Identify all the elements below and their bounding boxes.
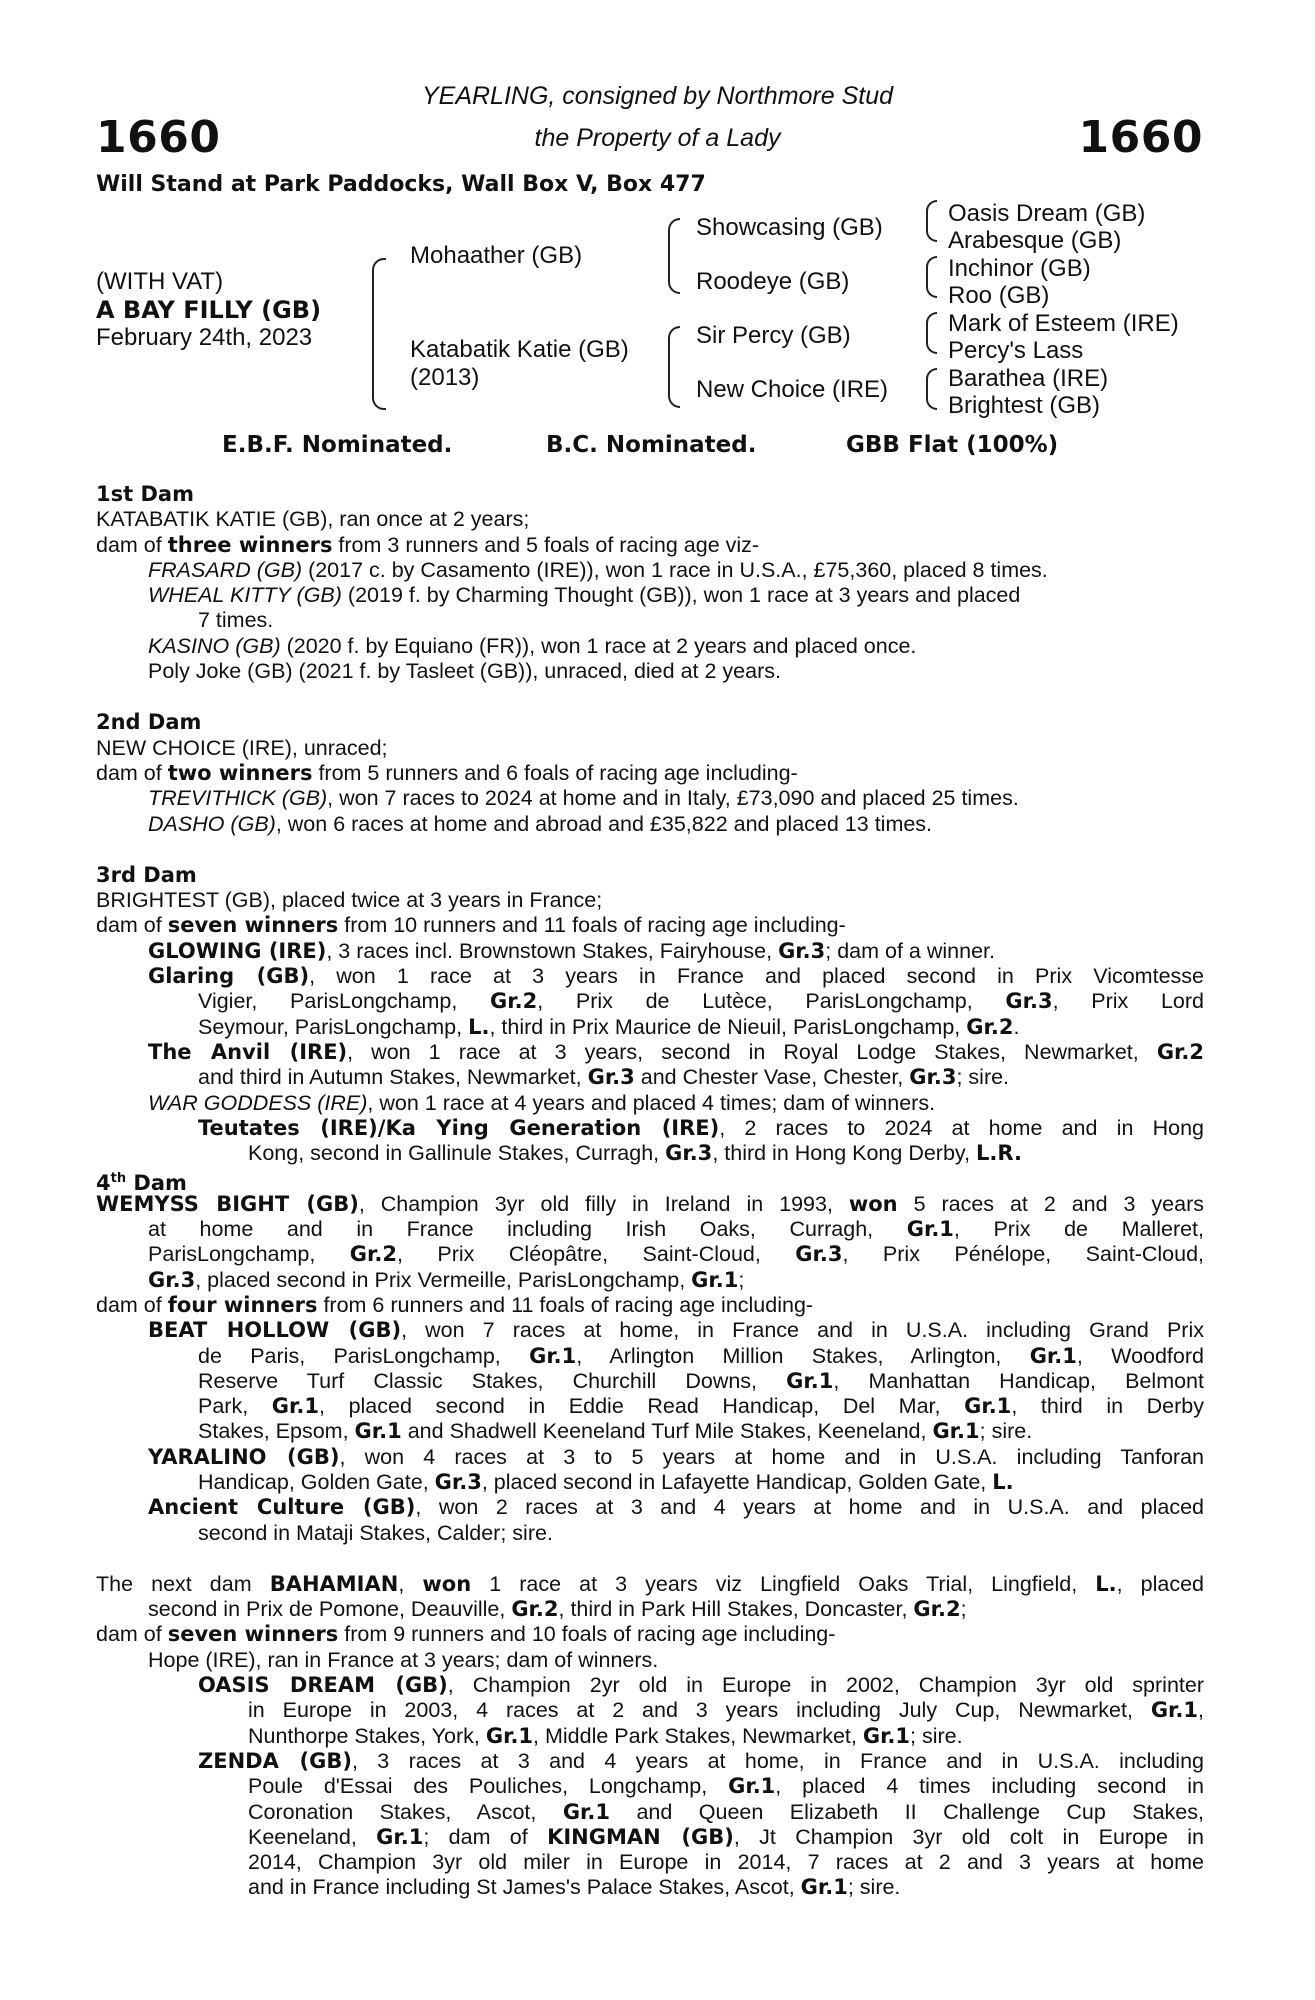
dam4-line: at home and in France including Irish Oaks, Curragh, Gr.1, Prix de Malleret, <box>148 1217 1205 1242</box>
dam4-line: Ancient Culture (GB), won 2 races at 3 and 4 years at home and in U.S.A. and placed <box>148 1495 1204 1520</box>
dam4-line: Handicap, Golden Gate, Gr.3, placed second in Lafayette Handicap, Golden Gate, L. <box>198 1469 1014 1494</box>
foaling-date: February 24th, 2023 <box>96 324 313 351</box>
dam3-line: Seymour, ParisLongchamp, L., third in Prix Maurice de Nieuil, ParisLongchamp, Gr.2. <box>198 1014 1020 1039</box>
dam1-line: 7 times. <box>198 608 274 633</box>
dam4-heading: 4th Dam <box>96 1171 187 1196</box>
next-dam-line: Nunthorpe Stakes, York, Gr.1, Middle Park Stakes, Newmarket, Gr.1; sire. <box>248 1723 963 1748</box>
grandsire-6: Percy's Lass <box>948 337 1084 364</box>
gbb-nomination: GBB Flat (100%) <box>846 432 1059 458</box>
bc-nomination: B.C. Nominated. <box>546 432 757 458</box>
grandsire-8: Brightest (GB) <box>948 392 1101 419</box>
next-dam-line: Hope (IRE), ran in France at 3 years; dam of winners. <box>148 1647 659 1672</box>
lot-number-right: 1660 <box>1078 112 1203 163</box>
dam3-line: WAR GODDESS (IRE), won 1 race at 4 years and placed 4 times; dam of winners. <box>148 1090 936 1115</box>
dam1-line: dam of three winners from 3 runners and 5 foals of racing age viz- <box>96 532 760 557</box>
dam4-line: Gr.3, placed second in Prix Vermeille, ParisLongchamp, Gr.1; <box>148 1267 745 1292</box>
lot-number-left: 1660 <box>96 112 221 163</box>
dam4-line: de Paris, ParisLongchamp, Gr.1, Arlington Million Stakes, Arlington, Gr.1, Woodford <box>198 1343 1204 1368</box>
dam4-line: WEMYSS BIGHT (GB), Champion 3yr old filly in Ireland in 1993, won 5 races at 2 and 3 years <box>96 1191 1204 1216</box>
dam2-line: dam of two winners from 5 runners and 6 foals of racing age including- <box>96 760 798 785</box>
next-dam-line: 2014, Champion 3yr old miler in Europe in 2014, 7 races at 2 and 3 years at home <box>248 1850 1204 1875</box>
dam1-line: FRASARD (GB) (2017 c. by Casamento (IRE)), won 1 race in U.S.A., £75,360, placed 8 times. <box>148 557 1048 582</box>
dam1-heading: 1st Dam <box>96 482 194 506</box>
next-dam-line: Coronation Stakes, Ascot, Gr.1 and Queen Elizabeth II Challenge Cup Stakes, <box>248 1799 1204 1824</box>
grandsire-5: Mark of Esteem (IRE) <box>948 310 1179 337</box>
stand-location: Will Stand at Park Paddocks, Wall Box V, Box 477 <box>96 172 706 197</box>
dam-year: (2013) <box>410 364 480 391</box>
pedigree-brace-sire <box>668 218 680 294</box>
dam4-line: second in Mataji Stakes, Calder; sire. <box>198 1520 553 1545</box>
next-dam-line: Poule d'Essai des Pouliches, Longchamp, Gr.1, placed 4 times including second in <box>248 1774 1204 1799</box>
dam4-line: Park, Gr.1, placed second in Eddie Read Handicap, Del Mar, Gr.1, third in Derby <box>198 1394 1205 1419</box>
pedigree-brace-g3 <box>926 312 937 354</box>
dam3-line: and third in Autumn Stakes, Newmarket, Gr.3 and Chester Vase, Chester, Gr.3; sire. <box>198 1065 1010 1090</box>
dam1-line: Poly Joke (GB) (2021 f. by Tasleet (GB)), unraced, died at 2 years. <box>148 659 781 684</box>
next-dam-line: dam of seven winners from 9 runners and 10 foals of racing age including- <box>96 1622 836 1647</box>
dam-name: Katabatik Katie (GB) <box>410 336 629 363</box>
property-line: the Property of a Lady <box>534 124 781 152</box>
pedigree-brace-g2 <box>926 256 937 298</box>
pedigree-brace-g4 <box>926 368 937 410</box>
next-dam-line: OASIS DREAM (GB), Champion 2yr old in Europe in 2002, Champion 3yr old sprinter <box>198 1673 1205 1698</box>
next-dam-line: second in Prix de Pomone, Deauville, Gr.2, third in Park Hill Stakes, Doncaster, Gr.2; <box>148 1597 967 1622</box>
sire-dam-name: Roodeye (GB) <box>696 268 850 295</box>
dam3-line: Teutates (IRE)/Ka Ying Generation (IRE), 2 races to 2024 at home and in Hong <box>198 1115 1204 1140</box>
dam3-heading: 3rd Dam <box>96 862 197 887</box>
grandsire-3: Inchinor (GB) <box>948 255 1091 282</box>
consignment-line: YEARLING, consigned by Northmore Stud <box>421 82 894 110</box>
dam4-line: dam of four winners from 6 runners and 11 foals of racing age including- <box>96 1292 814 1317</box>
dam4-line: Stakes, Epsom, Gr.1 and Shadwell Keeneland Turf Mile Stakes, Keeneland, Gr.1; sire. <box>198 1419 1033 1444</box>
dam-sire-name: Sir Percy (GB) <box>696 322 851 349</box>
dam3-line: BRIGHTEST (GB), placed twice at 3 years in France; <box>96 888 603 913</box>
pedigree-brace-g1 <box>926 200 937 242</box>
grandsire-4: Roo (GB) <box>948 282 1050 309</box>
next-dam-line: Keeneland, Gr.1; dam of KINGMAN (GB), Jt Champion 3yr old colt in Europe in <box>248 1824 1205 1849</box>
dam4-line: YARALINO (GB), won 4 races at 3 to 5 years at home and in U.S.A. including Tanforan <box>148 1444 1204 1469</box>
pedigree-brace-dam <box>668 326 680 408</box>
dam2-line: TREVITHICK (GB), won 7 races to 2024 at home and in Italy, £73,090 and placed 25 times. <box>148 786 1019 811</box>
next-dam-line: in Europe in 2003, 4 races at 2 and 3 years including July Cup, Newmarket, Gr.1, <box>248 1698 1204 1723</box>
dam1-line: WHEAL KITTY (GB) (2019 f. by Charming Thought (GB)), won 1 race at 3 years and placed <box>148 583 1021 608</box>
dam3-line: dam of seven winners from 10 runners and 11 foals of racing age including- <box>96 913 846 938</box>
next-dam-line: ZENDA (GB), 3 races at 3 and 4 years at home, in France and in U.S.A. including <box>198 1748 1204 1773</box>
next-dam-line: and in France including St James's Palace Stakes, Ascot, Gr.1; sire. <box>248 1875 901 1900</box>
grandsire-1: Oasis Dream (GB) <box>948 200 1146 227</box>
dam1-line: KASINO (GB) (2020 f. by Equiano (FR)), won 1 race at 2 years and placed once. <box>148 633 917 658</box>
dam2-line: DASHO (GB), won 6 races at home and abroad and £35,822 and placed 13 times. <box>148 811 933 836</box>
dam3-line: The Anvil (IRE), won 1 race at 3 years, second in Royal Lodge Stakes, Newmarket, Gr.2 <box>148 1039 1205 1064</box>
dam2-heading: 2nd Dam <box>96 710 202 735</box>
dam3-line: Glaring (GB), won 1 race at 3 years in France and placed second in Prix Vicomtesse <box>148 964 1204 989</box>
dam4-line: Reserve Turf Classic Stakes, Churchill Downs, Gr.1, Manhattan Handicap, Belmont <box>198 1368 1204 1393</box>
grandsire-2: Arabesque (GB) <box>948 227 1122 254</box>
sire-name: Mohaather (GB) <box>410 242 583 269</box>
sire-sire-name: Showcasing (GB) <box>696 214 883 241</box>
pedigree-brace-main <box>372 258 386 410</box>
dam3-line: GLOWING (IRE), 3 races incl. Brownstown Stakes, Fairyhouse, Gr.3; dam of a winner. <box>148 938 995 963</box>
dam4-line: ParisLongchamp, Gr.2, Prix Cléopâtre, Saint-Cloud, Gr.3, Prix Pénélope, Saint-Cloud, <box>148 1242 1204 1267</box>
ebf-nomination: E.B.F. Nominated. <box>222 432 453 458</box>
catalogue-body <box>96 482 1204 1901</box>
dam1-line: KATABATIK KATIE (GB), ran once at 2 years; <box>96 507 530 532</box>
dam-dam-name: New Choice (IRE) <box>696 376 889 403</box>
horse-name: A BAY FILLY (GB) <box>96 296 322 324</box>
vat-note: (WITH VAT) <box>96 268 224 295</box>
dam4-line: BEAT HOLLOW (GB), won 7 races at home, in France and in U.S.A. including Grand Prix <box>148 1318 1204 1343</box>
dam3-line: Vigier, ParisLongchamp, Gr.2, Prix de Lutèce, ParisLongchamp, Gr.3, Prix Lord <box>198 989 1204 1014</box>
dam3-line: Kong, second in Gallinule Stakes, Curragh, Gr.3, third in Hong Kong Derby, L.R. <box>248 1141 1022 1166</box>
next-dam-line: The next dam BAHAMIAN, won 1 race at 3 years viz Lingfield Oaks Trial, Lingfield, L., placed <box>96 1571 1205 1596</box>
grandsire-7: Barathea (IRE) <box>948 365 1109 392</box>
dam2-line: NEW CHOICE (IRE), unraced; <box>96 735 388 760</box>
